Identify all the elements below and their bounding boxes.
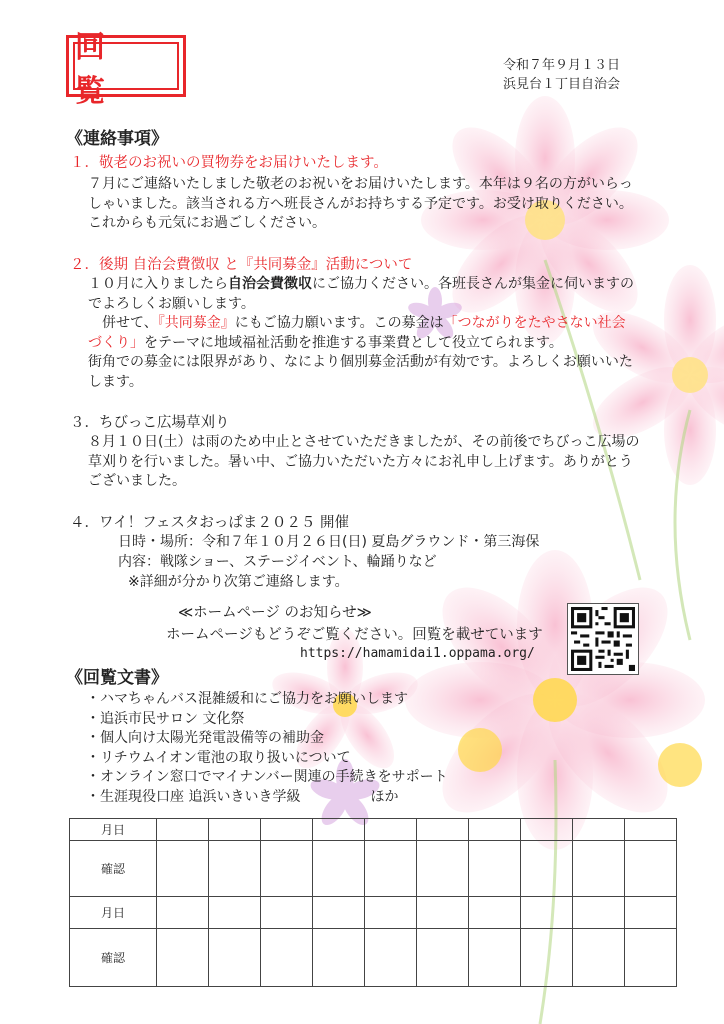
confirm-cell[interactable]	[417, 929, 469, 987]
item1-title: １．敬老のお祝いの買物券をお届けいたします。	[70, 155, 388, 171]
date-cell[interactable]	[521, 897, 573, 929]
list-item: ・個人向け太陽光発電設備等の補助金	[86, 730, 324, 746]
circulation-stamp	[66, 30, 186, 109]
list-item: ・生涯現役口座 追浜いきいき学級 ほか	[86, 788, 399, 805]
confirm-cell[interactable]	[313, 929, 365, 987]
confirm-label: 確認	[70, 929, 157, 987]
confirm-cell[interactable]	[521, 929, 573, 987]
date-label: 月日	[70, 897, 157, 929]
highlight-text: 自治会費徴収	[228, 276, 312, 292]
item4-note: ※詳細が分かり次第ご連絡します。	[128, 574, 349, 590]
highlight-text: 『共同募金』	[157, 315, 235, 331]
list-item: ・リチウムイオン電池の取り扱いについて	[86, 749, 351, 766]
highlight-text: づくり」	[88, 334, 144, 351]
item1-line: ７月にご連絡いたしました敬老のお祝いをお届けいたします。本年は９名の方がいらっ	[88, 176, 633, 192]
date-cell[interactable]	[417, 819, 469, 841]
confirm-cell[interactable]	[469, 841, 521, 897]
confirm-cell[interactable]	[365, 841, 417, 897]
confirm-cell[interactable]	[469, 929, 521, 987]
item4-when-where: 日時・場所：令和７年１０月２６日(日) 夏島グラウンド・第三海保	[118, 534, 540, 550]
confirm-cell[interactable]	[209, 841, 261, 897]
item2-title: ２．後期 自治会費徴収 と『共同募金』活動について	[70, 257, 413, 273]
date-cell[interactable]	[313, 819, 365, 841]
confirm-cell[interactable]	[573, 929, 625, 987]
item2-line: します。	[88, 373, 143, 390]
item2-line	[88, 275, 634, 295]
table-row-confirm	[70, 841, 677, 897]
text: にご協力ください。各班長さんが集金に伺いますの	[312, 276, 634, 292]
item2-line	[88, 334, 634, 354]
confirm-cell[interactable]	[209, 929, 261, 987]
homepage-text: ホームページもどうぞご覧ください。回覧を載せています	[166, 627, 543, 643]
issue-date: 令和７年９月１３日	[502, 58, 620, 73]
item3-line: ８月１０日(土）は雨のため中止とさせていただきましたが、その前後でちびっこ広場の	[88, 434, 640, 450]
item3-body	[88, 433, 639, 492]
item3-title: ３．ちびっこ広場草刈り	[70, 415, 230, 431]
documents-heading: 《回覧文書》	[66, 668, 168, 688]
date-cell[interactable]	[417, 897, 469, 929]
text: をテーマに地域福祉活動を推進する事業費として役立てられます。	[144, 334, 563, 351]
date-cell[interactable]	[261, 897, 313, 929]
list-item: ・追浜市民サロン 文化祭	[86, 710, 245, 727]
text: にもご協力願います。この募金は	[234, 315, 444, 331]
date-cell[interactable]	[469, 819, 521, 841]
organization-name: 浜見台１丁目自治会	[502, 77, 620, 92]
item2-line	[88, 314, 634, 334]
list-item: ・ハマちゃんバス混雑緩和にご協力をお願いします	[86, 691, 408, 707]
date-cell[interactable]	[209, 819, 261, 841]
date-cell[interactable]	[261, 819, 313, 841]
item1-body	[88, 175, 633, 234]
date-cell[interactable]	[625, 897, 677, 929]
confirm-cell[interactable]	[313, 841, 365, 897]
confirm-cell[interactable]	[157, 929, 209, 987]
date-label: 月日	[70, 819, 157, 841]
qr-code[interactable]	[567, 603, 639, 675]
table-row-date	[70, 897, 677, 929]
qr-code-icon	[571, 607, 635, 671]
date-cell[interactable]	[209, 897, 261, 929]
confirm-cell[interactable]	[365, 929, 417, 987]
date-cell[interactable]	[573, 819, 625, 841]
item3-line: 草刈りを行いました。暑い中、ご協力いただいた方々にお礼申し上げます。ありがとう	[88, 453, 633, 470]
table-row-confirm	[70, 929, 677, 987]
homepage-url[interactable]: https://hamamidai1.oppama.org/	[300, 646, 535, 661]
text: １０月に入りましたら	[88, 276, 228, 292]
stamp-label: 回 覧	[73, 42, 179, 90]
homepage-heading: ≪ホームページ のお知らせ≫	[178, 605, 372, 621]
item4-title: ４．ワイ！フェスタおっぱま２０２５ 開催	[70, 515, 349, 531]
documents-list	[86, 690, 448, 807]
date-cell[interactable]	[157, 897, 209, 929]
item1-line: しゃいました。該当される方へ班長さんがお持ちする予定です。お受け取りください。	[88, 195, 633, 212]
confirm-cell[interactable]	[625, 929, 677, 987]
confirm-label: 確認	[70, 841, 157, 897]
date-cell[interactable]	[625, 819, 677, 841]
table-row-date	[70, 819, 677, 841]
notices-heading: 《連絡事項》	[66, 129, 168, 149]
date-cell[interactable]	[365, 819, 417, 841]
circulation-table	[69, 818, 677, 987]
date-block	[503, 56, 620, 94]
item1-line: これからも元気にお過ごしください。	[88, 215, 326, 231]
highlight-text: 「つながりをたやさない社会	[443, 315, 626, 331]
item2-line: でよろしくお願いします。	[88, 295, 255, 312]
item3-line: ございました。	[88, 473, 186, 489]
date-cell[interactable]	[521, 819, 573, 841]
confirm-cell[interactable]	[261, 929, 313, 987]
date-cell[interactable]	[573, 897, 625, 929]
confirm-cell[interactable]	[417, 841, 469, 897]
text: 併せて、	[102, 315, 158, 331]
item2-body	[88, 275, 634, 392]
date-cell[interactable]	[157, 819, 209, 841]
date-cell[interactable]	[313, 897, 365, 929]
confirm-cell[interactable]	[573, 841, 625, 897]
date-cell[interactable]	[469, 897, 521, 929]
item2-line: 街角での募金には限界があり、なにより個別募金活動が有効です。よろしくお願いいた	[88, 354, 633, 370]
confirm-cell[interactable]	[521, 841, 573, 897]
confirm-cell[interactable]	[261, 841, 313, 897]
confirm-cell[interactable]	[157, 841, 209, 897]
date-cell[interactable]	[365, 897, 417, 929]
list-item: ・オンライン窓口でマイナンバー関連の手続きをサポート	[86, 769, 448, 785]
item4-content: 内容：戦隊ショー、ステージイベント、輪踊りなど	[118, 554, 437, 570]
confirm-cell[interactable]	[625, 841, 677, 897]
